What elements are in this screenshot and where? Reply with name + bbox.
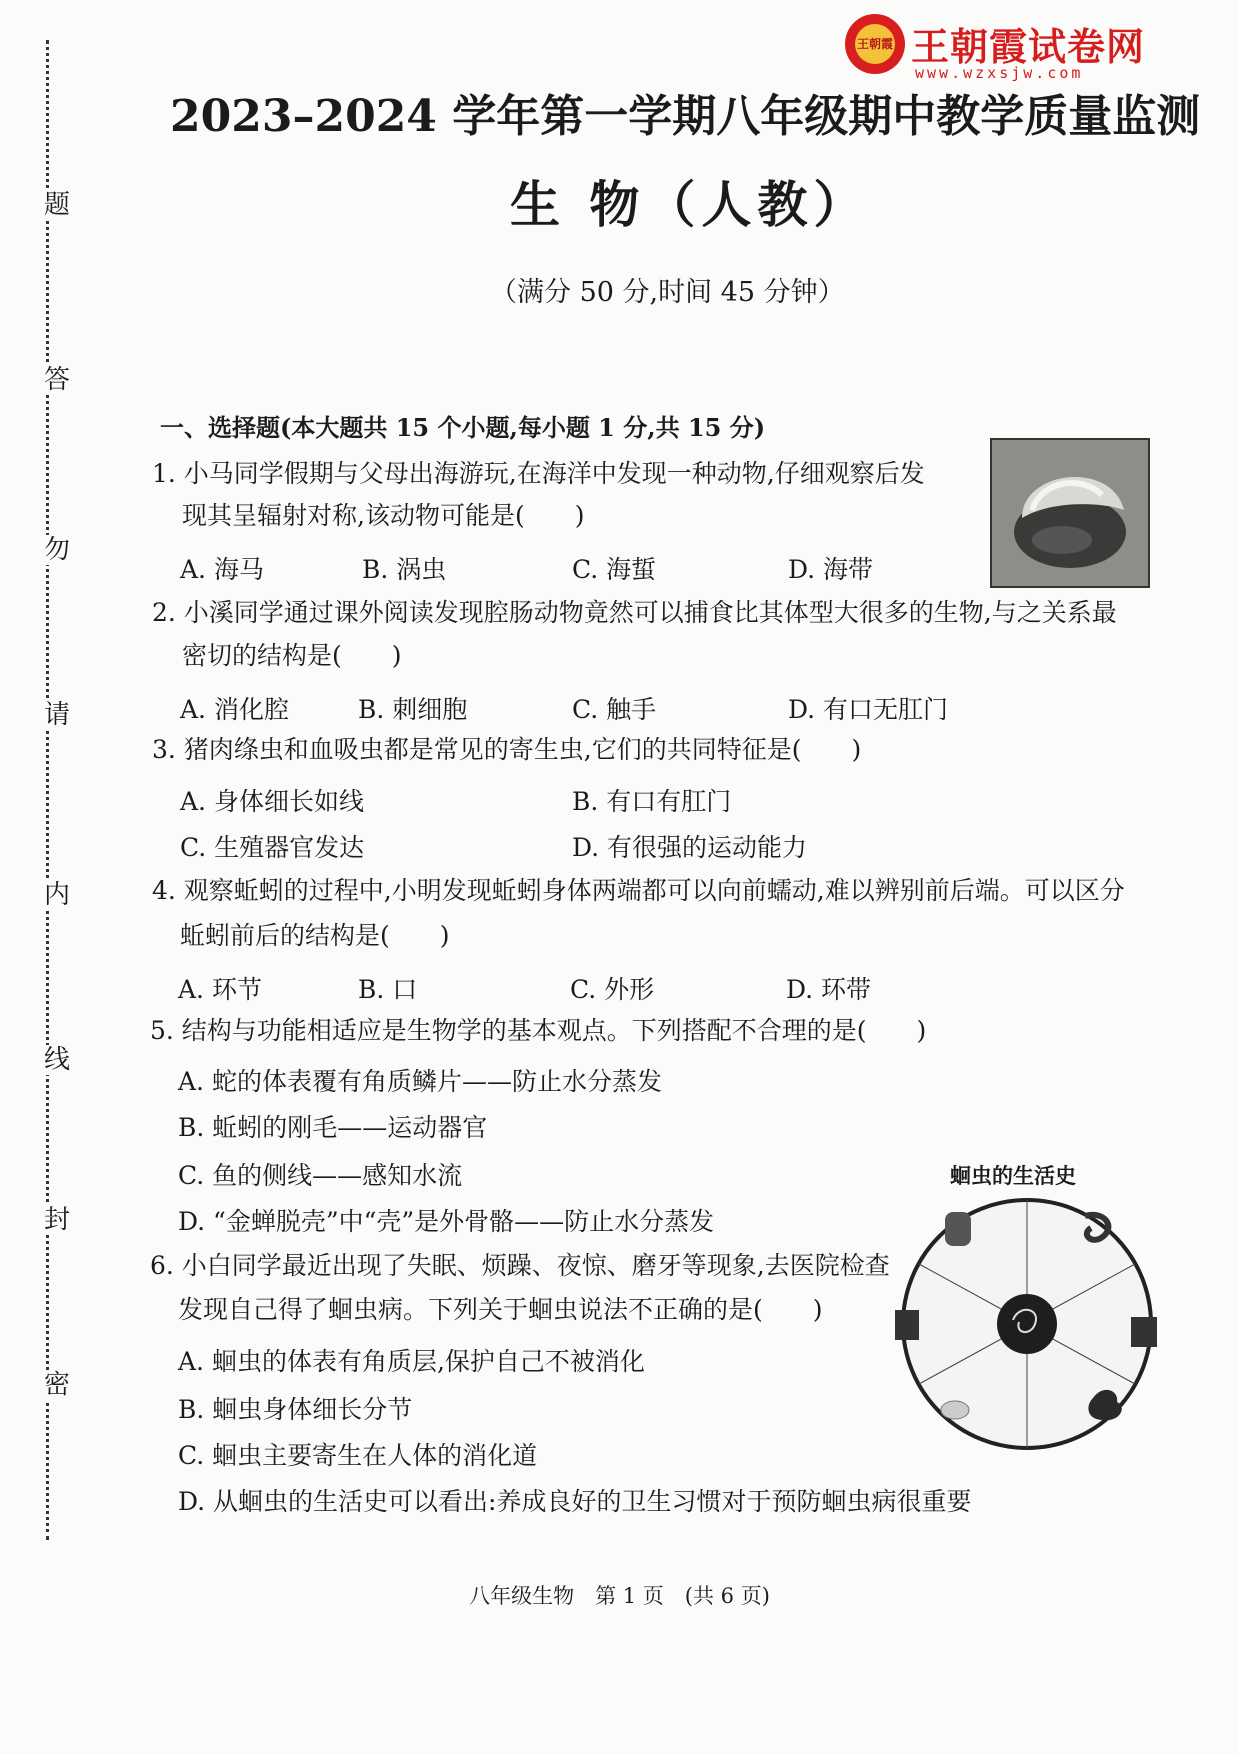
option: C. 生殖器官发达 — [180, 833, 365, 862]
seal-char: 密 — [40, 1370, 74, 1400]
question-line: 6. 小白同学最近出现了失眠、烦躁、夜惊、磨牙等现象,去医院检查 — [150, 1251, 890, 1280]
option: B. 有口有肛门 — [572, 787, 732, 816]
option: A. 身体细长如线 — [180, 787, 364, 816]
seal-char: 内 — [40, 880, 74, 910]
option: D. “金蝉脱壳”中“壳”是外骨骼——防止水分蒸发 — [178, 1207, 715, 1236]
option: A. 海马 — [180, 555, 264, 584]
jellyfish-photo — [990, 438, 1150, 588]
section-heading: 一、选择题(本大题共 15 个小题,每小题 1 分,共 15 分) — [160, 413, 766, 442]
option: C. 蛔虫主要寄生在人体的消化道 — [178, 1441, 538, 1470]
question-line: 1. 小马同学假期与父母出海游玩,在海洋中发现一种动物,仔细观察后发 — [152, 459, 925, 488]
option: A. 蛇的体表覆有角质鳞片——防止水分蒸发 — [178, 1067, 662, 1096]
logo-badge-icon — [845, 14, 905, 74]
roundworm-life-cycle-diagram — [895, 1192, 1160, 1457]
question-line: 2. 小溪同学通过课外阅读发现腔肠动物竟然可以捕食比其体型大很多的生物,与之关系最 — [152, 598, 1117, 627]
site-logo — [845, 14, 1155, 86]
seal-char: 答 — [40, 365, 74, 395]
option: C. 鱼的侧线——感知水流 — [178, 1161, 463, 1190]
option: D. 从蛔虫的生活史可以看出:养成良好的卫生习惯对于预防蛔虫病很重要 — [178, 1487, 972, 1516]
option: D. 环带 — [786, 975, 872, 1004]
seal-dotted-line — [46, 40, 49, 1540]
option: D. 海带 — [788, 555, 874, 584]
diagram-title: 蛔虫的生活史 — [950, 1163, 1076, 1188]
question-line: 4. 观察蚯蚓的过程中,小明发现蚯蚓身体两端都可以向前蠕动,难以辨别前后端。可以区分 — [152, 876, 1125, 905]
question-line: 现其呈辐射对称,该动物可能是( ) — [182, 501, 585, 530]
option: A. 环节 — [178, 975, 262, 1004]
exam-subject: 生 物（人教） — [510, 175, 870, 234]
option: C. 外形 — [570, 975, 655, 1004]
page-footer: 八年级生物 第 1 页 (共 6 页) — [469, 1584, 770, 1608]
option: B. 刺细胞 — [358, 695, 468, 724]
logo-url: www.wzxsjw.com — [915, 64, 1084, 82]
question-line: 发现自己得了蛔虫病。下列关于蛔虫说法不正确的是( ) — [178, 1295, 823, 1324]
option: B. 蚯蚓的刚毛——运动器官 — [178, 1113, 488, 1142]
option: D. 有很强的运动能力 — [572, 833, 808, 862]
question-line: 3. 猪肉绦虫和血吸虫都是常见的寄生虫,它们的共同特征是( ) — [152, 735, 862, 764]
exam-meta: （满分 50 分,时间 45 分钟） — [490, 277, 845, 308]
question-line: 密切的结构是( ) — [182, 641, 402, 670]
question-line: 5. 结构与功能相适应是生物学的基本观点。下列搭配不合理的是( ) — [150, 1016, 927, 1045]
option: C. 触手 — [572, 695, 657, 724]
seal-char: 题 — [40, 190, 74, 220]
option: A. 蛔虫的体表有角质层,保护自己不被消化 — [178, 1347, 645, 1376]
seal-char: 勿 — [40, 535, 74, 565]
seal-char: 线 — [40, 1045, 74, 1075]
question-line: 蚯蚓前后的结构是( ) — [180, 921, 450, 950]
option: B. 涡虫 — [362, 555, 447, 584]
option: C. 海蜇 — [572, 555, 657, 584]
option: B. 蛔虫身体细长分节 — [178, 1395, 413, 1424]
option: A. 消化腔 — [180, 695, 289, 724]
option: B. 口 — [358, 975, 418, 1004]
logo-badge-text: 王朝霞 — [855, 24, 895, 64]
seal-char: 请 — [40, 700, 74, 730]
seal-char: 封 — [40, 1205, 74, 1235]
option: D. 有口无肛门 — [788, 695, 949, 724]
logo-name: 王朝霞试卷网 — [911, 25, 1146, 69]
exam-title: 2023–2024 学年第一学期八年级期中教学质量监测 — [170, 91, 1201, 142]
